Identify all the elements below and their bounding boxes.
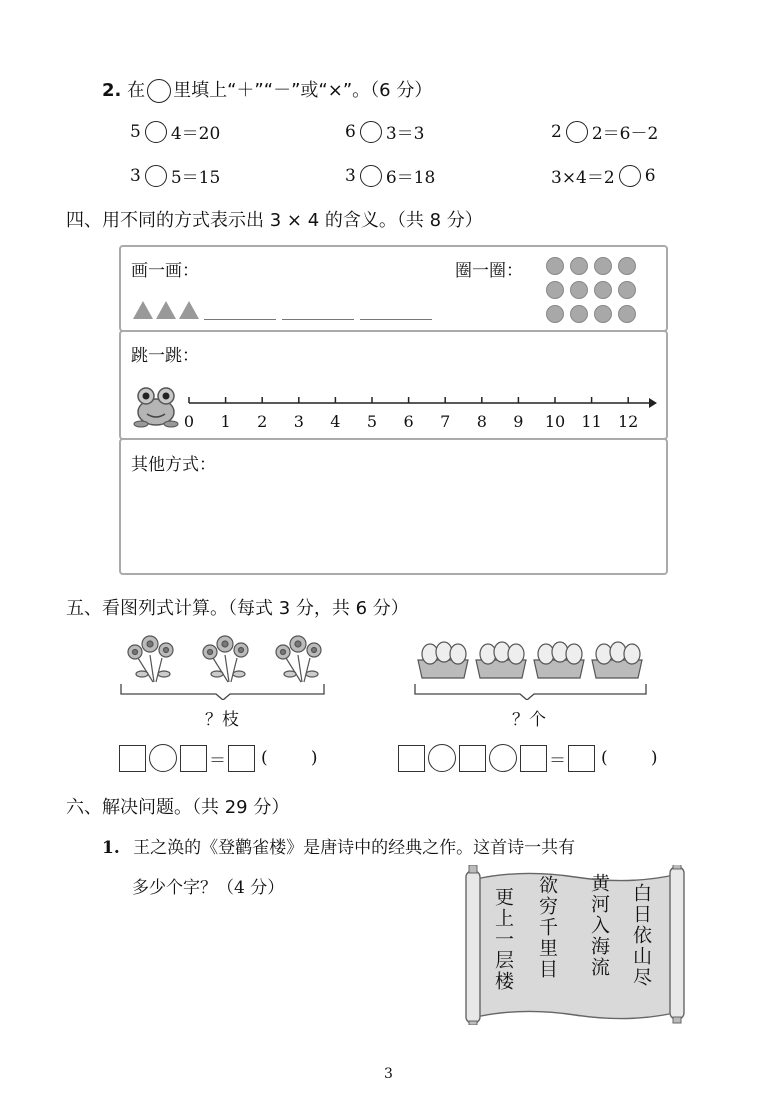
q2-right: 6＝18 — [385, 168, 436, 188]
frog-icon — [133, 384, 179, 428]
answer-square[interactable] — [228, 745, 255, 772]
operator-circle[interactable] — [145, 165, 167, 187]
q2-item — [130, 119, 220, 144]
section6-title: 六、解决问题。（共 29 分） — [66, 797, 290, 818]
number-line-label: 2 — [257, 412, 268, 431]
other-label: 其他方式： — [131, 455, 216, 475]
answer-square[interactable] — [568, 745, 595, 772]
page-number: 3 — [384, 1066, 393, 1082]
q2-item — [551, 119, 658, 144]
operator-circle[interactable] — [360, 121, 382, 143]
answer-blank[interactable] — [204, 319, 276, 320]
answer-blank[interactable] — [282, 319, 354, 320]
q2-item — [130, 163, 220, 188]
operator-circle[interactable] — [619, 165, 641, 187]
q2-right: 4＝20 — [170, 124, 221, 144]
answer-square[interactable] — [459, 745, 486, 772]
eggs-icon — [412, 634, 652, 700]
operator-circle[interactable] — [149, 744, 177, 772]
number-line-label: 12 — [618, 412, 639, 431]
poem-line-1: 白日依山尽 — [630, 883, 652, 988]
draw-box[interactable] — [119, 245, 668, 332]
number-line-label: 9 — [513, 412, 524, 431]
number-line-label: 4 — [330, 412, 341, 431]
q2-left: 3 — [345, 165, 356, 186]
flowers-icon — [118, 628, 328, 700]
operator-circle[interactable] — [489, 744, 517, 772]
q6-1-text: 王之涣的《登鹳雀楼》是唐诗中的经典之作。这首诗一共有 — [133, 838, 576, 858]
q2-left: 6 — [345, 121, 356, 142]
left-caption: ？枝 — [205, 710, 239, 730]
q2-number: 2. — [102, 80, 122, 101]
q2-right: 5＝15 — [170, 168, 221, 188]
section5-title: 五、看图列式计算。（每式 3 分，共 6 分） — [66, 598, 409, 619]
q2-item — [345, 163, 435, 188]
number-line-label: 11 — [581, 412, 602, 431]
operator-circle[interactable] — [428, 744, 456, 772]
q6-1-line1 — [102, 833, 575, 858]
number-line-label: 3 — [293, 412, 304, 431]
answer-square[interactable] — [520, 745, 547, 772]
q2-left: 5 — [130, 121, 141, 142]
q2-prefix: 在 — [127, 80, 146, 101]
number-line-label: 6 — [403, 412, 414, 431]
number-line — [179, 392, 659, 414]
q2-left: 3 — [130, 165, 141, 186]
equals-sign: ＝ — [209, 750, 226, 771]
answer-square[interactable] — [119, 745, 146, 772]
number-line-label: 0 — [183, 412, 195, 431]
poem-scroll — [462, 865, 688, 1025]
circle-blank-icon — [147, 79, 171, 103]
poem-line-2: 黄河入海流 — [588, 873, 610, 978]
q2-suffix: 里填上“＋”“－”或“×”。（6 分） — [173, 80, 433, 101]
jump-label: 跳一跳： — [131, 346, 199, 366]
q2-instruction — [102, 76, 432, 103]
q6-1-number: 1. — [102, 838, 120, 858]
number-line-label: 10 — [544, 412, 566, 431]
triangles-icon — [133, 299, 201, 321]
circle-label: 圈一圈： — [455, 261, 523, 281]
q6-1-line2: 多少个字？（4 分） — [132, 878, 285, 898]
operator-circle[interactable] — [145, 121, 167, 143]
number-line-label: 7 — [440, 412, 451, 431]
poem-line-4: 更上一层楼 — [492, 887, 514, 992]
right-equation — [398, 744, 658, 772]
number-line-label: 1 — [220, 412, 231, 431]
equals-sign: ＝ — [549, 750, 566, 771]
dots-grid-icon — [545, 256, 645, 324]
right-caption: ？个 — [512, 710, 546, 730]
operator-circle[interactable] — [566, 121, 588, 143]
poem-line-3: 欲穷千里目 — [536, 875, 558, 980]
q2-item — [551, 163, 656, 188]
unit-paren[interactable]: ( ) — [601, 748, 658, 768]
q2-right: 3＝3 — [385, 124, 425, 144]
q2-item — [345, 119, 424, 144]
number-line-label: 8 — [476, 412, 487, 431]
unit-paren[interactable]: ( ) — [261, 748, 318, 768]
answer-square[interactable] — [180, 745, 207, 772]
other-box[interactable] — [119, 438, 668, 575]
left-equation — [119, 744, 318, 772]
operator-circle[interactable] — [360, 165, 382, 187]
jump-box[interactable] — [119, 330, 668, 440]
draw-label: 画一画： — [131, 261, 199, 281]
answer-square[interactable] — [398, 745, 425, 772]
q2-left: 3×4＝2 — [551, 168, 615, 188]
q2-right: 2＝6－2 — [591, 124, 659, 144]
section4-title: 四、用不同的方式表示出 3 × 4 的含义。（共 8 分） — [66, 210, 483, 231]
q2-right: 6 — [644, 165, 656, 186]
q2-left: 2 — [551, 121, 562, 142]
number-line-label: 5 — [366, 412, 378, 431]
answer-blank[interactable] — [360, 319, 432, 320]
